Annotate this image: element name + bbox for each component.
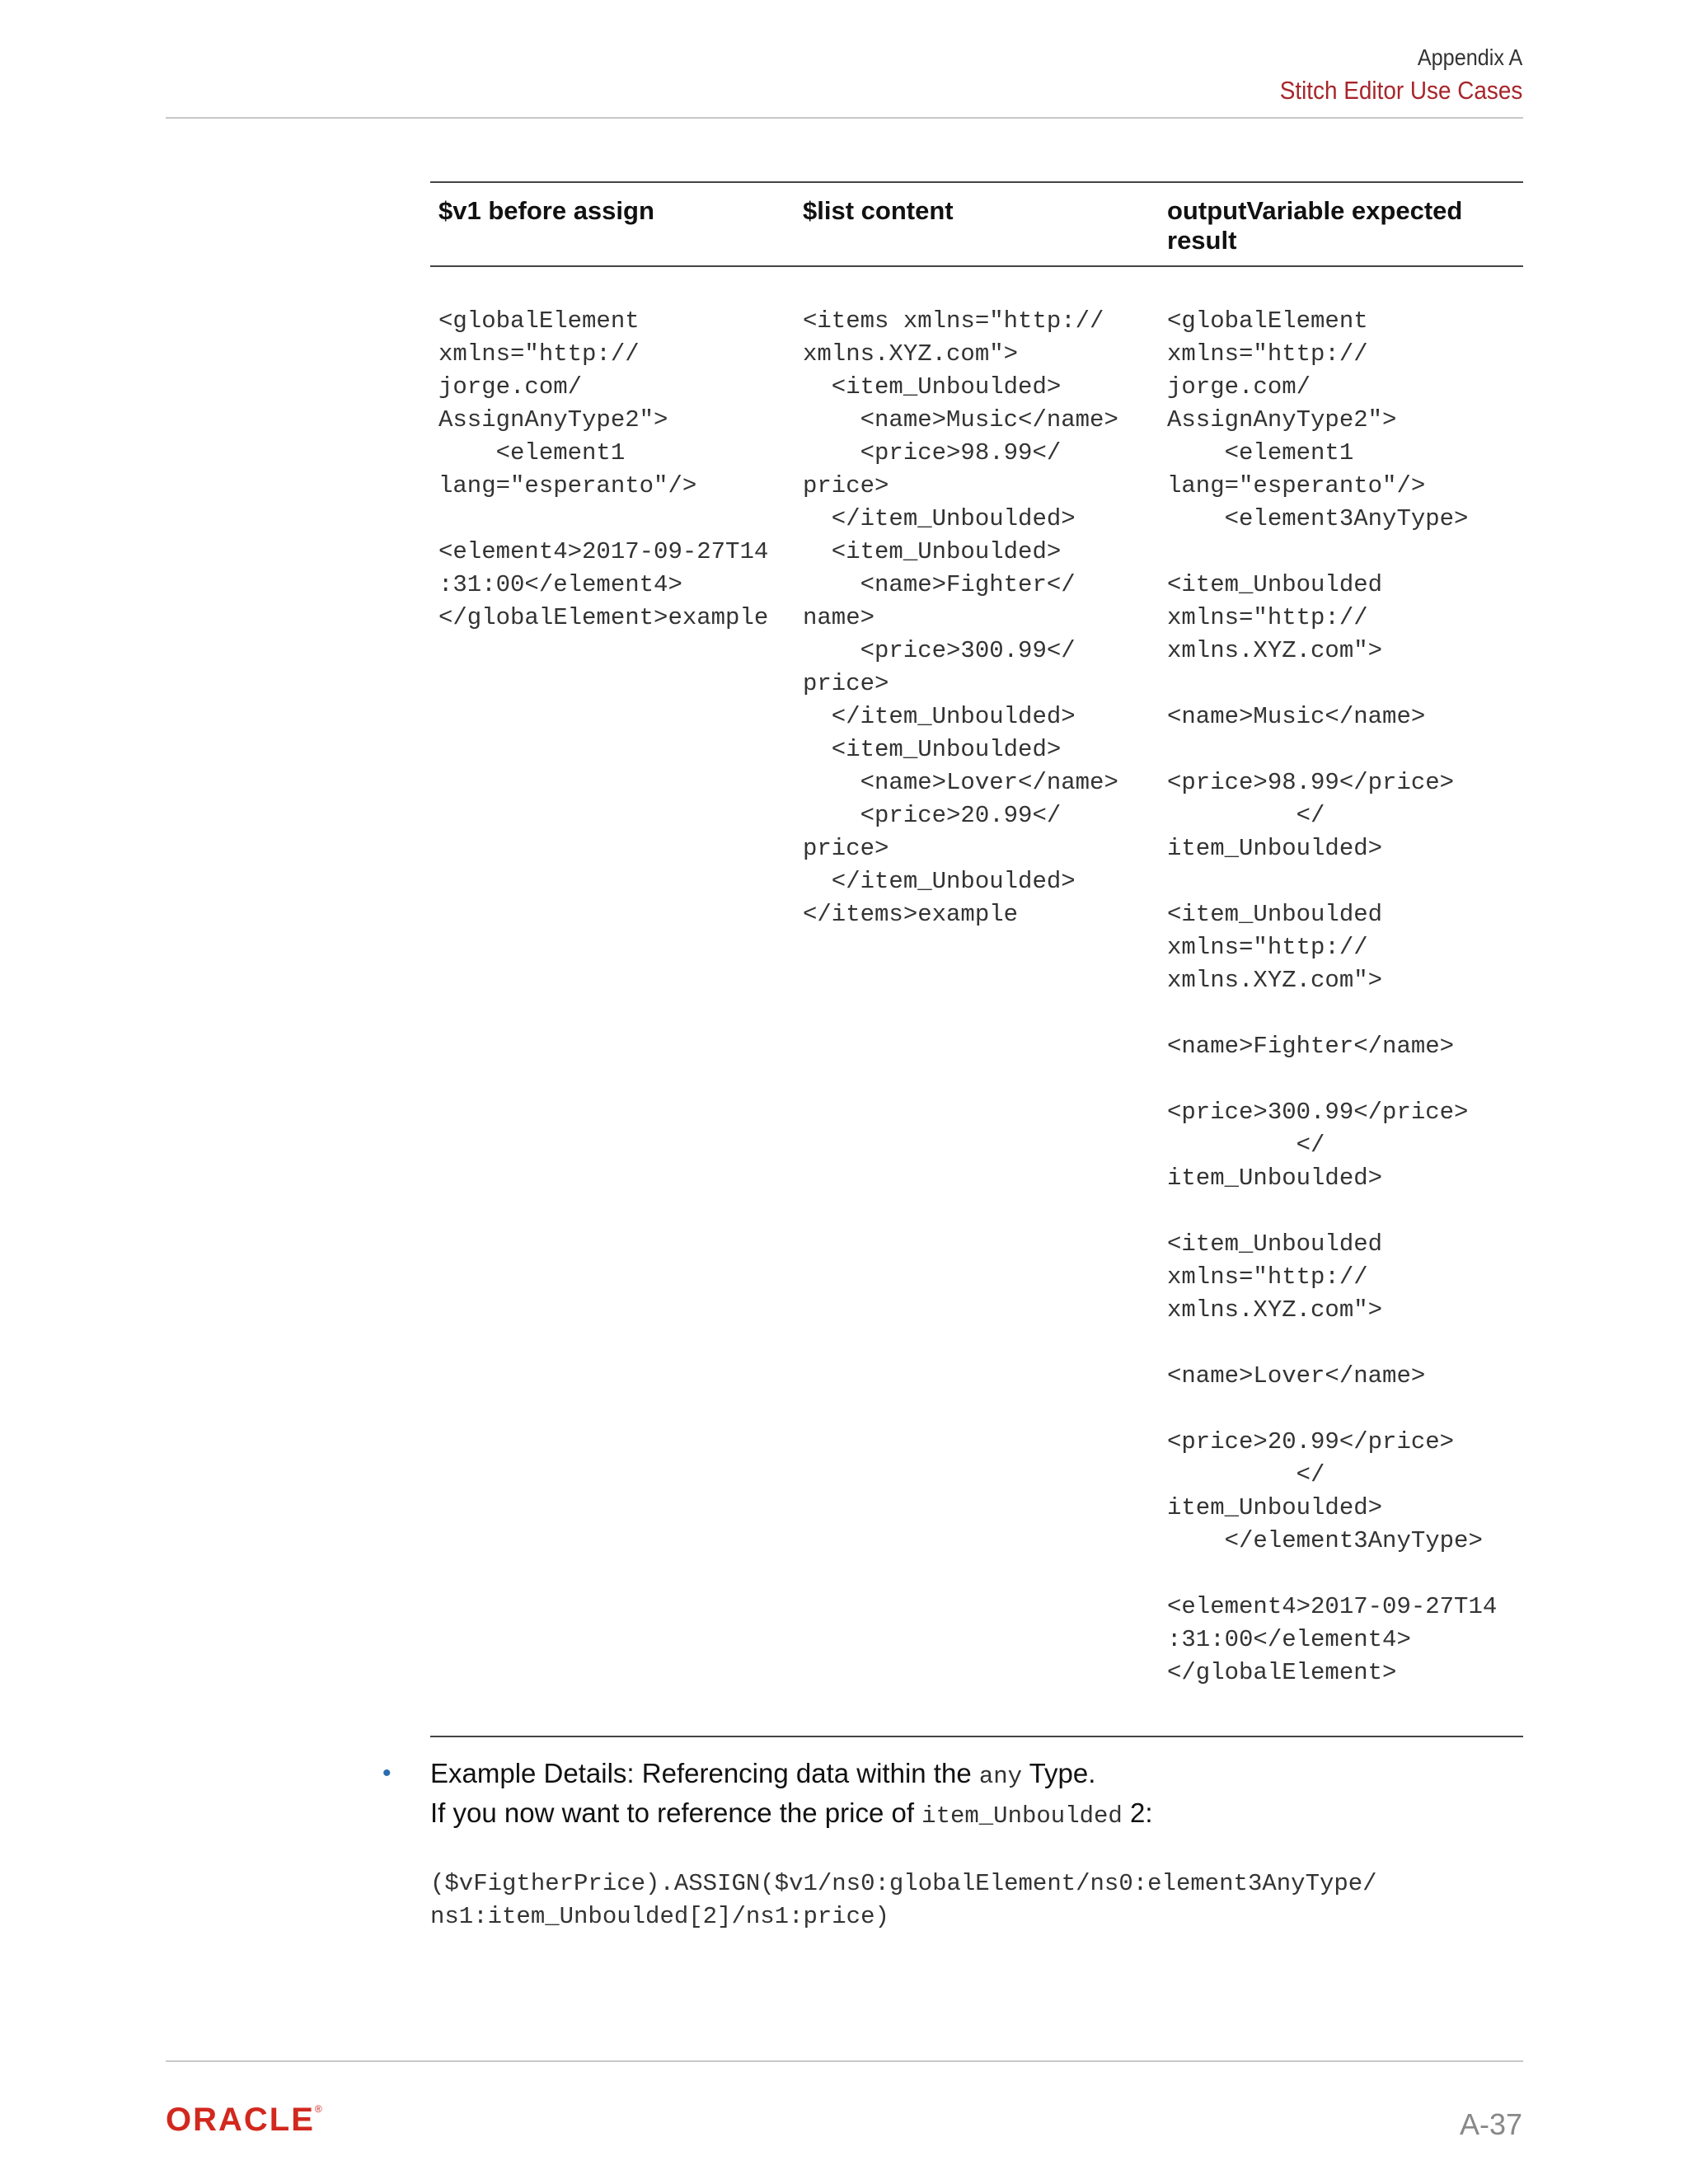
column-header-list-content: $list content: [795, 182, 1159, 266]
item-unboulded-code: item_Unboulded: [921, 1802, 1123, 1830]
column-header-v1-before-assign: $v1 before assign: [430, 182, 795, 266]
table-cell-output: [1159, 266, 1523, 1736]
details-line-2-prefix: If you now want to reference the price of: [430, 1797, 922, 1828]
v1-code-block: <globalElement xmlns="http:// jorge.com/ AssignAnyType2"> <element1 lang="esperanto"/> <element4>2017-09-27T14 :31:00</element4> </globalElement>example: [438, 307, 769, 631]
table-row: [430, 266, 1523, 1736]
table-header-row: [430, 182, 1523, 266]
assign-expression-code: ($vFigtherPrice).ASSIGN($v1/ns0:globalElement/ns0:element3AnyType/ ns1:item_Unboulded[2]/ns1:price): [430, 1870, 1377, 1930]
column-header-output-expected: outputVariable expected result: [1159, 182, 1523, 266]
oracle-logo-text: ORACLE: [166, 2102, 315, 2138]
output-code-block: <globalElement xmlns="http:// jorge.com/ AssignAnyType2"> <element1 lang="esperanto"/> <element3AnyType> <item_Unboulded xmlns="http:// xmlns.XYZ.com"> <name>Music</name> <price>98.99</price> </ item_Unboulded> <item_Unboulded xmlns="http:// xmlns.XYZ.com"> <name>Fighter</name> <price>300.99</price> </ item_Unboulded> <item_Unboulded xmlns="http:// xmlns.XYZ.com"> <name>Lover</name> <price>20.99</price> </ item_Unboulded> </element3AnyType> <element4>2017-09-27T14 :31:00</element4> </globalElement>: [1167, 307, 1498, 1686]
page-header: [1253, 41, 1522, 107]
assign-example-table: [430, 181, 1523, 1737]
details-line-2: [430, 1795, 1526, 1835]
example-details: [382, 1755, 1526, 1933]
table-cell-v1: [430, 266, 795, 1736]
bullet-icon: •: [382, 1760, 392, 1787]
table-cell-list: [795, 266, 1159, 1736]
appendix-label: Appendix A: [1417, 45, 1522, 70]
section-title: Stitch Editor Use Cases: [1279, 76, 1522, 105]
header-divider: [166, 117, 1523, 119]
details-line-2-suffix: 2:: [1122, 1797, 1153, 1828]
details-line-1-suffix: Type.: [1022, 1758, 1096, 1788]
page-number: A-37: [1459, 2107, 1522, 2141]
oracle-logo: [166, 2102, 322, 2139]
list-code-block: <items xmlns="http:// xmlns.XYZ.com"> <item_Unboulded> <name>Music</name> <price>98.99</ price> </item_Unboulded> <item_Unboulded> <name>Fighter</ name> <price>300.99</ price> </item_Unboulded> <item_Unboulded> <name>Lover</name> <price>20.99</ price> </item_Unboulded> </items>example: [803, 307, 1118, 928]
registered-mark: ®: [314, 2103, 322, 2115]
any-type-code: any: [978, 1763, 1023, 1790]
details-line-1-prefix: Example Details: Referencing data within the: [430, 1758, 979, 1788]
footer-divider: [166, 2060, 1523, 2062]
details-line-1: [430, 1755, 1526, 1795]
